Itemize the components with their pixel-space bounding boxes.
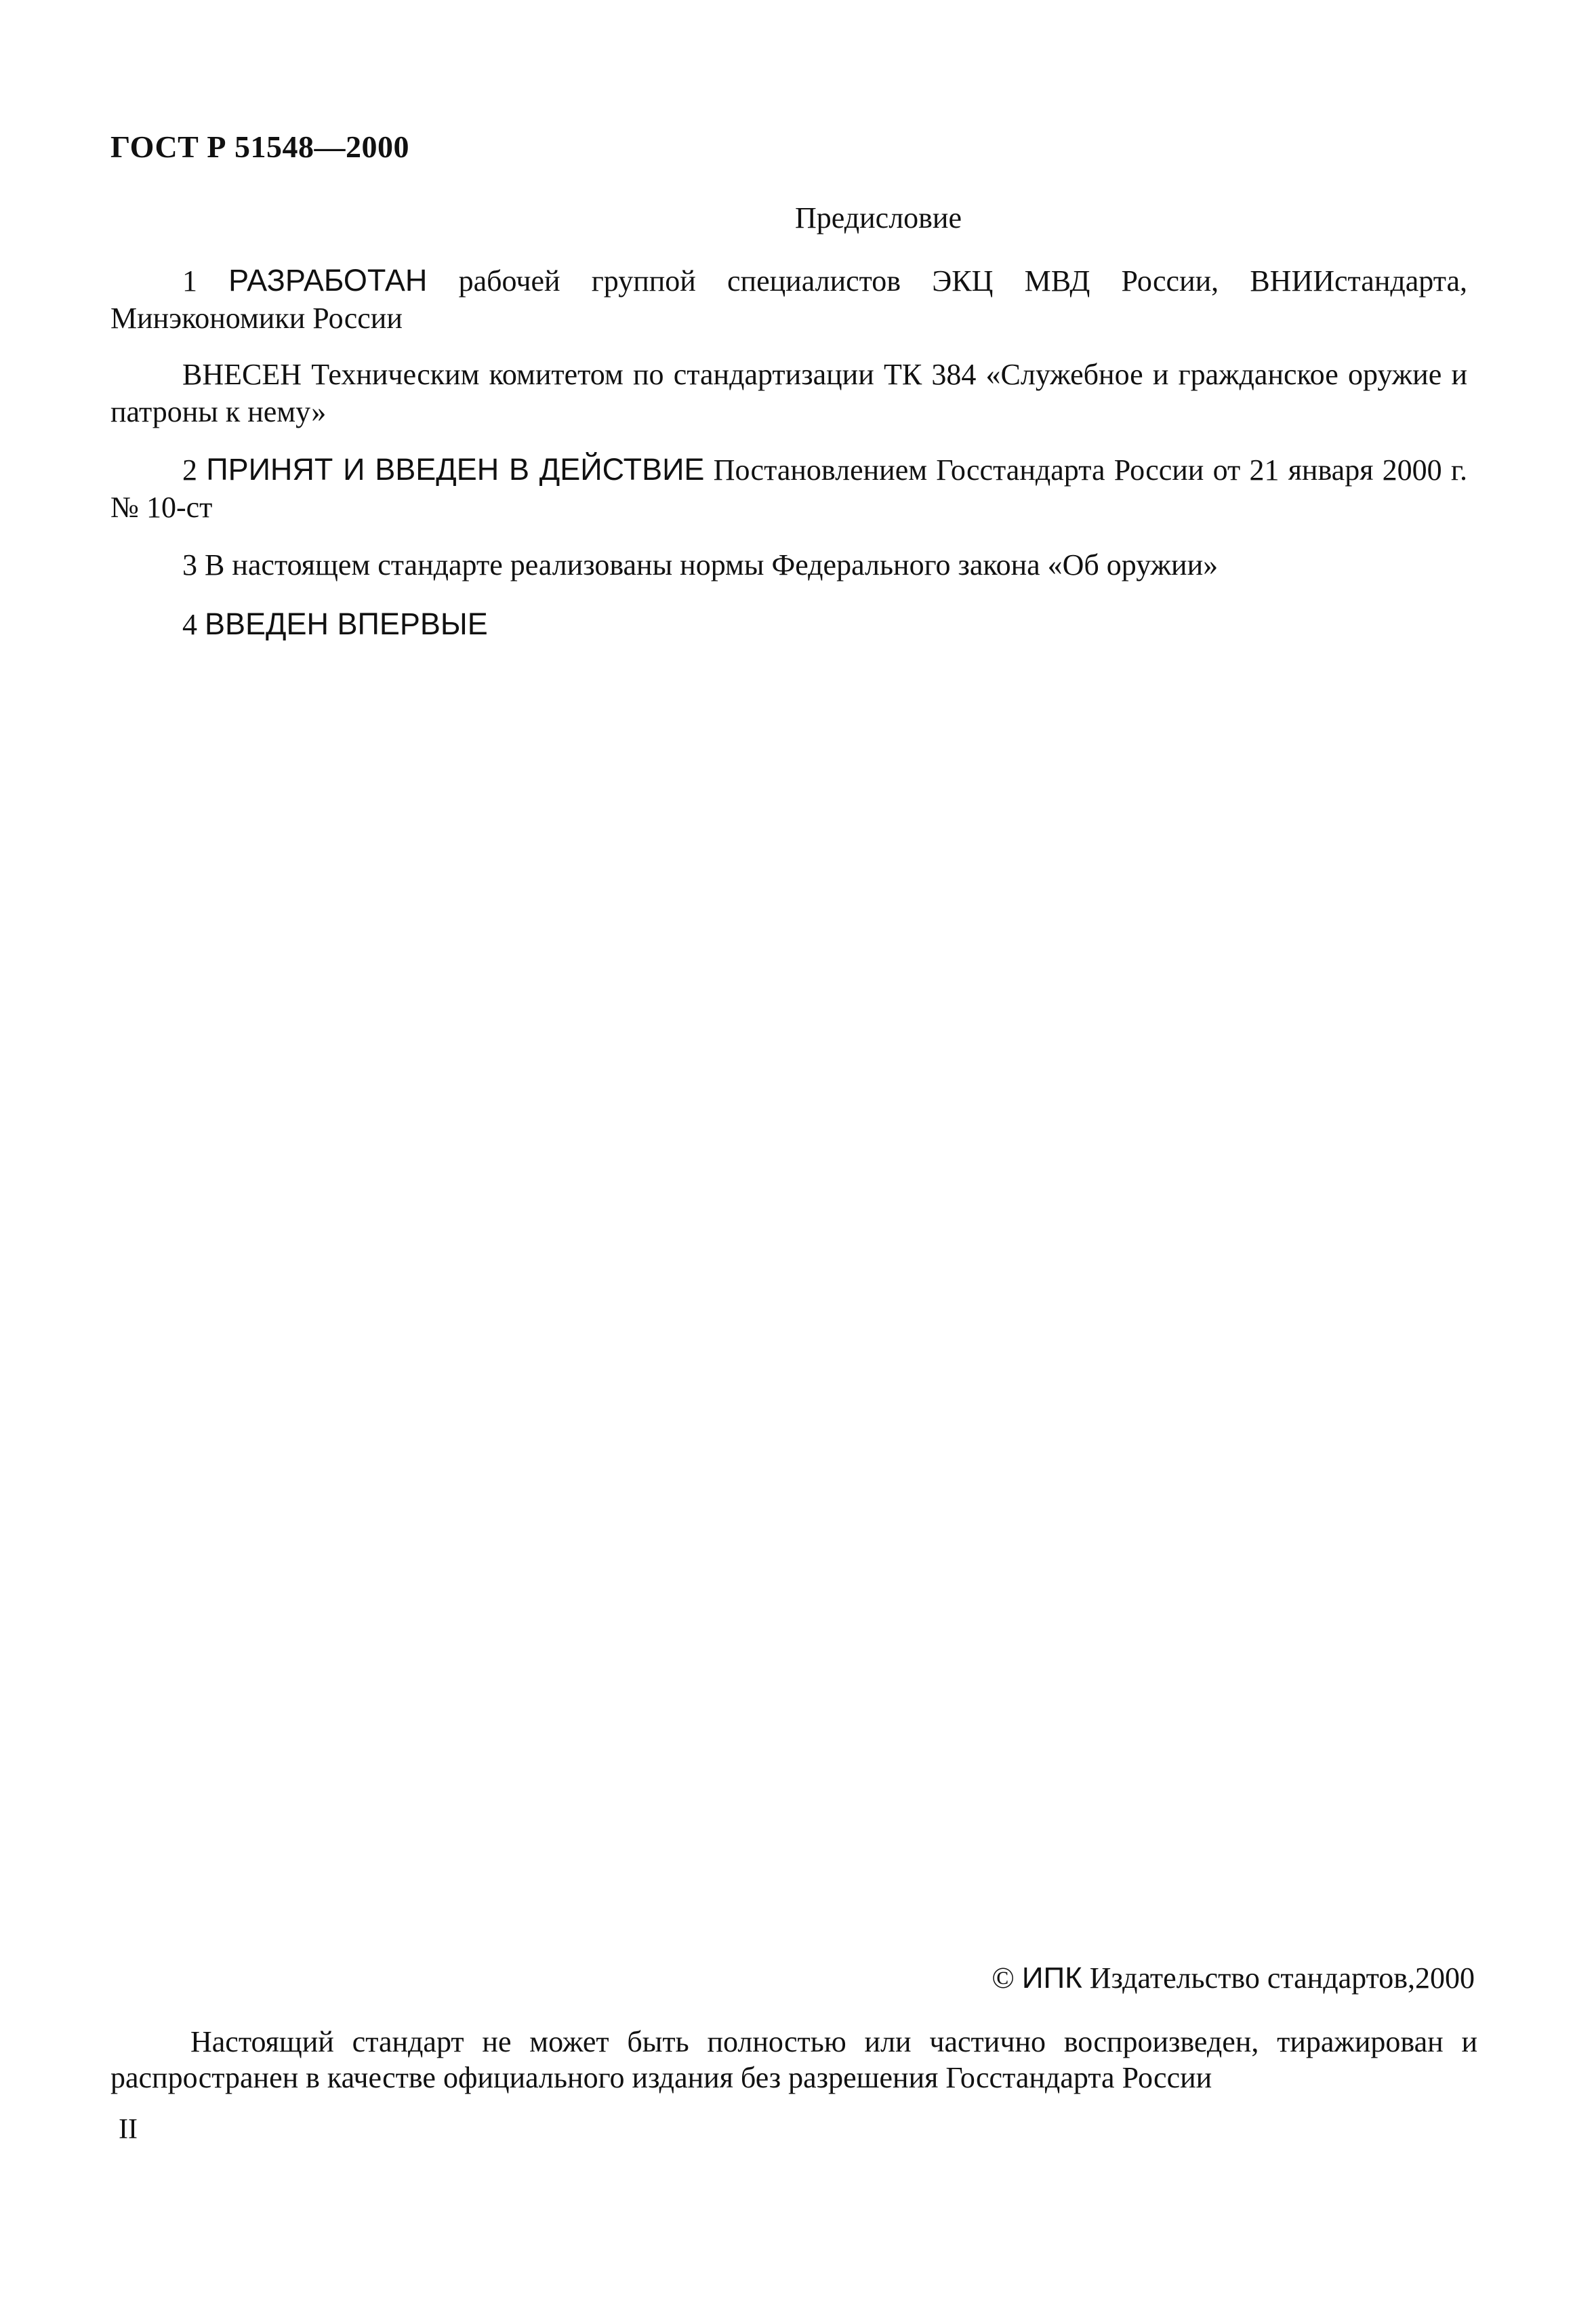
copyright-line: [992, 1961, 1475, 1995]
paragraph-developed: [110, 262, 1467, 337]
paragraph-number: 3: [182, 548, 197, 582]
paragraph-number: 2: [182, 453, 197, 487]
copyright-symbol: ©: [992, 1961, 1015, 1995]
paragraph-caps: РАЗРАБОТАН: [228, 263, 428, 298]
copyright-text: Издательство стандартов,2000: [1089, 1961, 1475, 1995]
paragraph-text: В настоящем стандарте реализованы нормы Федерального закона «Об оружии»: [205, 548, 1219, 582]
standard-code: ГОСТ Р 51548—2000: [110, 129, 409, 164]
page-number: II: [119, 2114, 138, 2145]
paragraph-text: Постановлением Госстандарта России от 21 января 2000 г. № 10-ст: [110, 453, 1467, 524]
reproduction-notice: Настоящий стандарт не может быть полностью или частично воспроизведен, тиражирован и распространен в качестве официального издания без разрешения Госстандарта России: [110, 2025, 1477, 2094]
paragraph-caps: ПРИНЯТ И ВВЕДЕН В ДЕЙСТВИЕ: [206, 452, 705, 487]
paragraph-text: ВНЕСЕН Техническим комитетом по стандартизации ТК 384 «Служебное и гражданское оружие и патроны к нему»: [110, 358, 1467, 428]
paragraph-text: рабочей группой специалистов ЭКЦ МВД России, ВНИИстандарта, Минэкономики России: [110, 264, 1467, 335]
paragraph-number: 1: [182, 264, 197, 298]
paragraph-introduced: [110, 356, 1467, 430]
page-title: Предисловие: [795, 201, 962, 235]
paragraph-number: 4: [182, 608, 197, 641]
paragraph-first-introduced: [110, 605, 1467, 643]
paragraph-norms: [110, 546, 1467, 584]
paragraph-adopted: [110, 451, 1467, 526]
copyright-org: ИПК: [1021, 1961, 1082, 1995]
paragraph-caps: ВВЕДЕН ВПЕРВЫЕ: [205, 607, 488, 641]
